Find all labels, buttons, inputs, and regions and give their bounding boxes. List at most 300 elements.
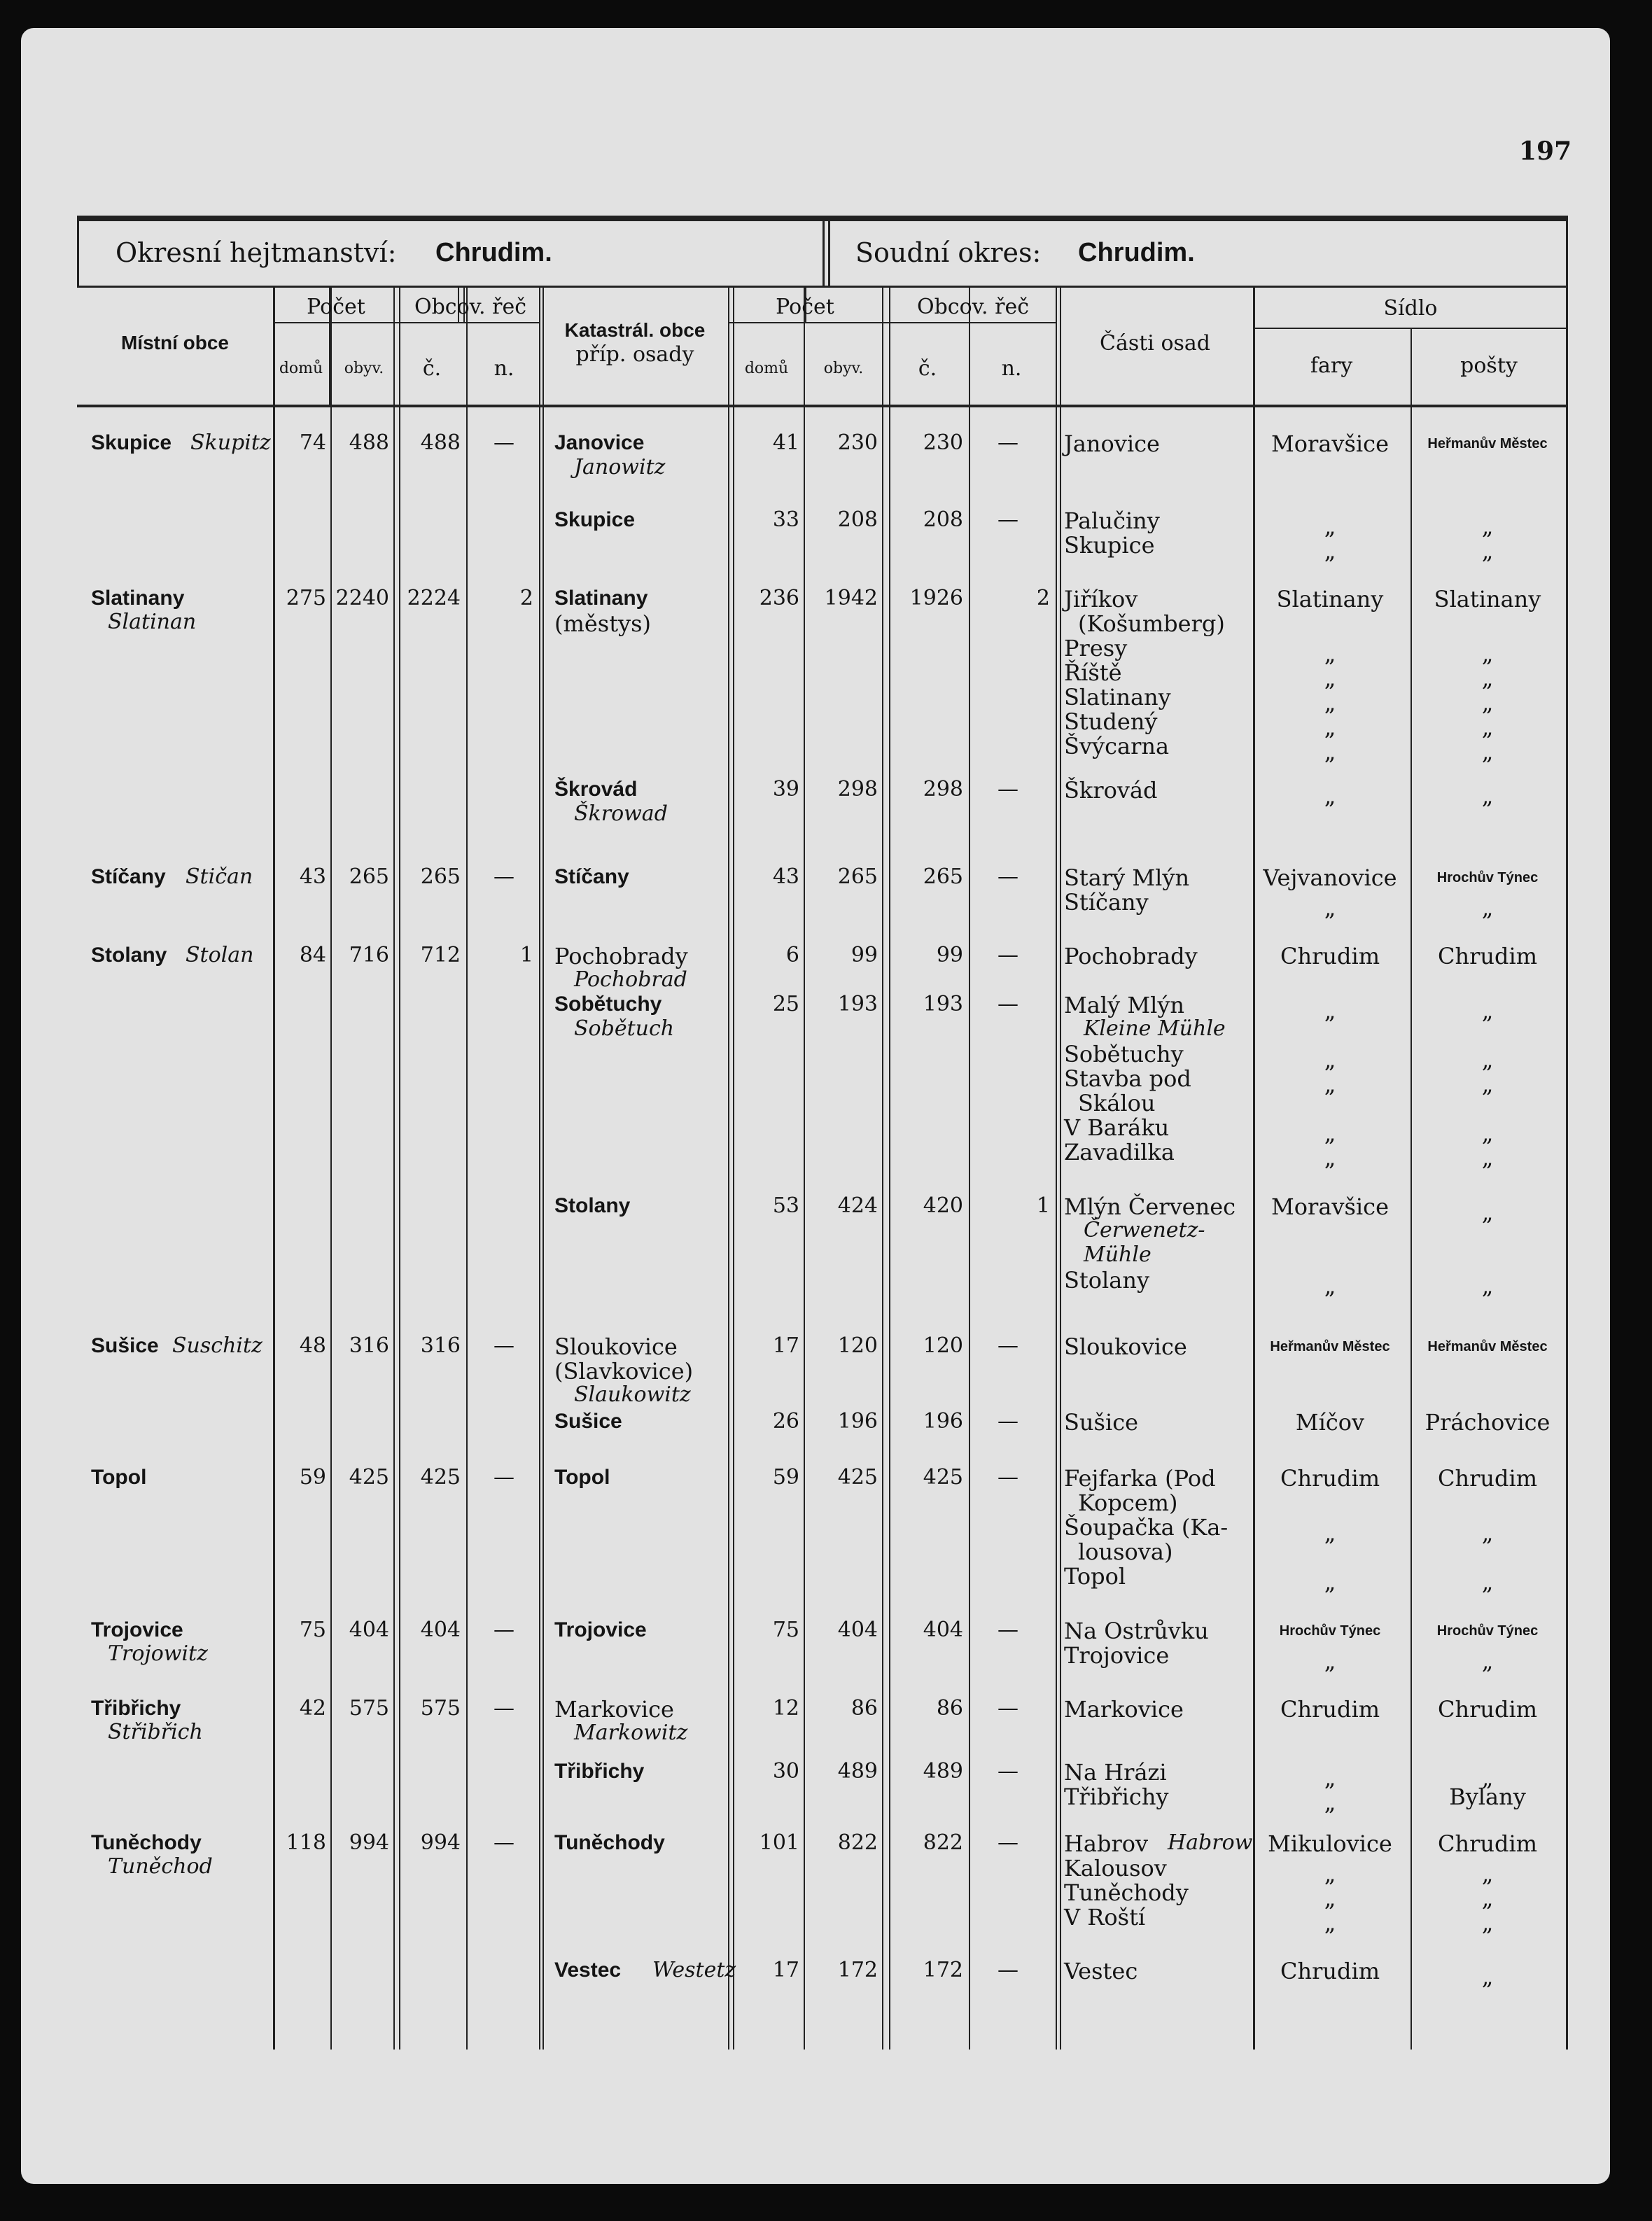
posta-seat: „ xyxy=(1481,1046,1494,1073)
obyv-count-2: 172 xyxy=(837,1958,878,1982)
cast-osady: Slatinany xyxy=(1064,684,1171,710)
cast-osady: Skupice xyxy=(1064,532,1155,559)
fara-seat: „ xyxy=(1324,1273,1336,1299)
column-rule xyxy=(539,286,540,2050)
cast-osady: Stíčany xyxy=(1064,889,1149,916)
posta-seat: Chrudim xyxy=(1437,1696,1538,1723)
column-rule xyxy=(882,286,883,2050)
column-rule xyxy=(804,286,805,2050)
posta-seat: „ xyxy=(1481,1144,1494,1171)
title-divider xyxy=(822,216,825,286)
cast-osady: Vestec xyxy=(1064,1958,1138,1984)
column-rule xyxy=(273,286,275,2050)
czech-speakers-2: 99 xyxy=(936,943,963,967)
german-speakers-2: — xyxy=(997,1333,1018,1358)
obyv-count-2: 424 xyxy=(837,1193,878,1218)
cast-osady: Markovice xyxy=(1064,1696,1184,1723)
katastral-obec-name: Sobětuchy xyxy=(554,993,662,1016)
domu-count-2: 236 xyxy=(759,586,799,610)
fara-seat: „ xyxy=(1324,895,1336,921)
col-c-2: č. xyxy=(918,356,937,381)
col-domu-2: domů xyxy=(744,360,789,377)
cast-osady: lousova) xyxy=(1078,1539,1173,1565)
column-rule xyxy=(466,286,468,2050)
obyv-count-2: 404 xyxy=(837,1618,878,1642)
fara-seat: Chrudim xyxy=(1280,1696,1380,1723)
mistni-obec-german: Skupitz xyxy=(190,430,271,455)
cast-osady: Sloukovice xyxy=(1064,1333,1187,1360)
cast-osady: Pochobrady xyxy=(1064,943,1198,969)
german-speakers: 1 xyxy=(519,943,533,967)
fara-seat: „ xyxy=(1324,1648,1336,1674)
fara-seat: Mikulovice xyxy=(1268,1830,1392,1857)
mistni-obec-german: Stolan xyxy=(186,943,254,967)
fara-seat: „ xyxy=(1324,1910,1336,1936)
czech-speakers-2: 86 xyxy=(936,1696,963,1721)
obyv-count-2: 193 xyxy=(837,992,878,1016)
czech-speakers-2: 489 xyxy=(923,1759,963,1784)
posta-seat: „ xyxy=(1481,1765,1494,1791)
german-speakers: — xyxy=(493,1696,514,1721)
posta-seat: „ xyxy=(1481,1273,1494,1299)
mistni-obec-name: Slatinany xyxy=(91,587,185,610)
domu-count: 75 xyxy=(299,1618,326,1642)
german-speakers: — xyxy=(493,1830,514,1855)
header-bottom-rule xyxy=(77,405,1568,407)
col-mistni-obce: Místní obce xyxy=(120,332,229,353)
posta-seat: „ xyxy=(1481,783,1494,809)
domu-count-2: 6 xyxy=(785,943,799,967)
posta-seat: Slatinany xyxy=(1434,586,1541,612)
domu-count-2: 41 xyxy=(772,430,799,455)
domu-count-2: 17 xyxy=(772,1333,799,1358)
cast-osady: Říště xyxy=(1064,659,1122,686)
posta-seat: „ xyxy=(1481,640,1494,667)
katastral-obec-german: Janowitz xyxy=(574,455,666,479)
katastral-obec-name: Sušice xyxy=(554,1410,622,1433)
column-rule xyxy=(969,286,970,2050)
cast-osady: Švýcarna xyxy=(1064,733,1170,759)
fara-seat: „ xyxy=(1324,783,1336,809)
col-posty: pošty xyxy=(1460,353,1518,378)
domu-count-2: 17 xyxy=(772,1958,799,1982)
czech-speakers: 2224 xyxy=(407,586,461,610)
cast-osady: Fejfarka (Pod xyxy=(1064,1465,1216,1492)
cast-osady: Sušice xyxy=(1064,1409,1139,1436)
katastral-obec-name: Stíčany xyxy=(554,865,629,888)
col-pocet-2: Počet xyxy=(776,295,834,319)
cast-osady: V Roští xyxy=(1064,1904,1146,1931)
cast-osady: Škrovád xyxy=(1064,777,1158,804)
col-fary: fary xyxy=(1310,353,1353,378)
cast-osady: Topol xyxy=(1064,1563,1126,1590)
cast-osady: Tuněchody xyxy=(1064,1879,1189,1906)
posta-seat: „ xyxy=(1481,895,1494,921)
domu-count-2: 101 xyxy=(759,1830,799,1855)
cast-osady: Stolany xyxy=(1064,1267,1150,1294)
posta-seat: Hrochův Týnec xyxy=(1436,870,1539,885)
title-left-rule xyxy=(77,216,79,286)
soud-value: Chrudim. xyxy=(1078,238,1195,267)
posta-seat: Heřmanův Městec xyxy=(1427,436,1548,451)
cast-osady: Zavadilka xyxy=(1064,1139,1175,1165)
column-rule xyxy=(399,286,400,2050)
cast-osady: Palučiny xyxy=(1064,507,1160,534)
fara-seat: „ xyxy=(1324,1120,1336,1147)
katastral-obec-name: Pochobrady xyxy=(554,943,688,969)
obyv-count: 316 xyxy=(349,1333,389,1358)
fara-seat: Chrudim xyxy=(1280,943,1380,969)
czech-speakers: 316 xyxy=(420,1333,461,1358)
obyv-count: 488 xyxy=(349,430,389,455)
czech-speakers: 265 xyxy=(420,864,461,889)
cast-osady: Třibřichy xyxy=(1064,1784,1169,1810)
fara-seat: „ xyxy=(1324,997,1336,1024)
obyv-count: 265 xyxy=(349,864,389,889)
domu-count: 84 xyxy=(299,943,326,967)
obyv-count-2: 822 xyxy=(837,1830,878,1855)
column-rule xyxy=(1056,286,1057,2050)
col-pocet-1: Počet xyxy=(307,295,365,319)
czech-speakers-2: 404 xyxy=(923,1618,963,1642)
german-speakers-2: — xyxy=(997,1409,1018,1434)
fara-seat: „ xyxy=(1324,1046,1336,1073)
mistni-obec-german: Stičan xyxy=(186,864,253,889)
german-speakers: — xyxy=(493,864,514,889)
posta-seat: „ xyxy=(1481,513,1494,540)
posta-seat: „ xyxy=(1481,538,1494,564)
obyv-count: 994 xyxy=(349,1830,389,1855)
katastral-obec-note: (Slavkovice) xyxy=(554,1358,694,1385)
col-n-2: n. xyxy=(1001,356,1022,381)
katastral-obec-name: Sloukovice xyxy=(554,1333,678,1360)
domu-count: 43 xyxy=(299,864,326,889)
czech-speakers-2: 193 xyxy=(923,992,963,1016)
subheader-rule xyxy=(728,322,1056,323)
obyv-count-2: 86 xyxy=(850,1696,878,1721)
posta-seat: „ xyxy=(1481,714,1494,741)
posta-seat: „ xyxy=(1481,1648,1494,1674)
fara-seat: Chrudim xyxy=(1280,1465,1380,1492)
obyv-count-2: 208 xyxy=(837,507,878,532)
col-obyv-2: obyv. xyxy=(823,360,864,377)
german-speakers-2: 2 xyxy=(1036,586,1050,610)
cast-osady: Šoupačka (Ka- xyxy=(1064,1514,1228,1541)
title-bottom-rule xyxy=(77,286,1568,288)
posta-seat: Chrudim xyxy=(1437,1830,1538,1857)
fara-seat: Slatinany xyxy=(1276,586,1384,612)
posta-seat: Heřmanův Městec xyxy=(1427,1339,1548,1354)
domu-count: 74 xyxy=(299,430,326,455)
posta-seat: „ xyxy=(1481,1120,1494,1147)
domu-count-2: 33 xyxy=(772,507,799,532)
fara-seat: „ xyxy=(1324,738,1336,765)
column-rule xyxy=(733,286,734,2050)
katastral-obec-german: Slaukowitz xyxy=(574,1382,691,1407)
fara-seat: Hrochův Týnec xyxy=(1279,1623,1381,1639)
obyv-count: 404 xyxy=(349,1618,389,1642)
katastral-obec-note: (městys) xyxy=(554,610,652,637)
posta-seat: Hrochův Týnec xyxy=(1436,1623,1539,1639)
col-domu-1: domů xyxy=(279,360,323,377)
domu-count-2: 53 xyxy=(772,1193,799,1218)
katastral-obec-german: Markowitz xyxy=(574,1721,688,1745)
scanned-page xyxy=(21,28,1610,2184)
katastral-obec-name: Skupice xyxy=(554,508,636,531)
obyv-count-2: 489 xyxy=(837,1759,878,1784)
obyv-count-2: 99 xyxy=(850,943,878,967)
obyv-count-2: 1942 xyxy=(824,586,878,610)
german-speakers-2: — xyxy=(997,864,1018,889)
posta-seat: „ xyxy=(1481,1199,1494,1226)
mistni-obec-german: Slatinan xyxy=(108,610,197,634)
german-speakers: 2 xyxy=(519,586,533,610)
fara-seat: „ xyxy=(1324,513,1336,540)
column-rule xyxy=(330,286,332,2050)
obyv-count: 716 xyxy=(349,943,389,967)
katastral-obec-name: Slatinany xyxy=(554,587,648,610)
mistni-obec-name: Topol xyxy=(91,1466,147,1489)
fara-seat: „ xyxy=(1324,1520,1336,1546)
german-speakers-2: — xyxy=(997,1696,1018,1721)
cast-osady: Sobětuchy xyxy=(1064,1041,1184,1067)
czech-speakers: 712 xyxy=(420,943,461,967)
column-rule xyxy=(542,286,544,2050)
katastral-obec-german: Westetz xyxy=(652,1958,736,1982)
katastral-obec-german: Škrowad xyxy=(574,801,668,826)
obyv-count-2: 298 xyxy=(837,777,878,801)
german-speakers-2: — xyxy=(997,992,1018,1016)
fara-seat: „ xyxy=(1324,1789,1336,1816)
posta-seat: „ xyxy=(1481,665,1494,692)
fara-seat: „ xyxy=(1324,538,1336,564)
czech-speakers-2: 822 xyxy=(923,1830,963,1855)
col-c-1: č. xyxy=(422,356,442,381)
cast-osady: Kopcem) xyxy=(1078,1490,1178,1516)
domu-count-2: 39 xyxy=(772,777,799,801)
german-speakers-2: — xyxy=(997,1759,1018,1784)
fara-seat: „ xyxy=(1324,1569,1336,1595)
german-speakers-2: — xyxy=(997,1958,1018,1982)
subheader-rule xyxy=(273,322,539,323)
posta-seat: „ xyxy=(1481,1963,1494,1990)
col-sidlo: Sídlo xyxy=(1383,296,1438,321)
mistni-obec-name: Tuněchody xyxy=(91,1831,202,1854)
katastral-obec-name: Škrovád xyxy=(554,778,638,801)
fara-seat: „ xyxy=(1324,1071,1336,1098)
fara-seat: „ xyxy=(1324,714,1336,741)
col-obcov-1: Obcov. řeč xyxy=(414,295,527,319)
czech-speakers-2: 298 xyxy=(923,777,963,801)
fara-seat: „ xyxy=(1324,665,1336,692)
okres-value: Chrudim. xyxy=(435,238,552,267)
domu-count-2: 43 xyxy=(772,864,799,889)
obyv-count: 575 xyxy=(349,1696,389,1721)
col-n-1: n. xyxy=(493,356,514,381)
czech-speakers-2: 208 xyxy=(923,507,963,532)
posta-seat: „ xyxy=(1481,1885,1494,1912)
cast-osady-german: Habrow xyxy=(1168,1830,1253,1855)
katastral-obec-name: Janovice xyxy=(554,431,645,454)
czech-speakers-2: 172 xyxy=(923,1958,963,1982)
fara-seat: Vejvanovice xyxy=(1263,864,1397,891)
domu-count: 275 xyxy=(286,586,326,610)
german-speakers: — xyxy=(493,1333,514,1358)
mistni-obec-german: Trojowitz xyxy=(108,1641,208,1666)
page-number: 197 xyxy=(1519,136,1572,166)
cast-osady: Jiříkov xyxy=(1064,586,1138,612)
mistni-obec-german: Střibřich xyxy=(108,1720,203,1744)
fara-seat: „ xyxy=(1324,640,1336,667)
col-casti-osad: Části osad xyxy=(1100,331,1210,356)
domu-count-2: 26 xyxy=(772,1409,799,1434)
czech-speakers: 425 xyxy=(420,1465,461,1490)
katastral-obec-name: Trojovice xyxy=(554,1618,647,1641)
domu-count: 59 xyxy=(299,1465,326,1490)
mistni-obec-german: Suschitz xyxy=(172,1333,262,1358)
posta-seat: Bylany xyxy=(1449,1784,1526,1810)
posta-seat: Chrudim xyxy=(1437,1465,1538,1492)
domu-count-2: 75 xyxy=(772,1618,799,1642)
cast-osady: Trojovice xyxy=(1064,1642,1170,1669)
posta-seat: „ xyxy=(1481,1520,1494,1546)
mistni-obec-name: Trojovice xyxy=(91,1618,183,1641)
obyv-count-2: 120 xyxy=(837,1333,878,1358)
obyv-count-2: 265 xyxy=(837,864,878,889)
czech-speakers-2: 230 xyxy=(923,430,963,455)
cast-osady: Malý Mlýn xyxy=(1064,992,1185,1018)
cast-osady: Mlýn Červenec xyxy=(1064,1193,1236,1220)
domu-count-2: 30 xyxy=(772,1759,799,1784)
cast-osady: Starý Mlýn xyxy=(1064,864,1190,891)
german-speakers-2: — xyxy=(997,507,1018,532)
cast-osady: (Košumberg) xyxy=(1078,610,1225,637)
fara-seat: „ xyxy=(1324,1861,1336,1887)
cast-osady: Kalousov xyxy=(1064,1855,1167,1882)
german-speakers: — xyxy=(493,430,514,455)
german-speakers-2: — xyxy=(997,1830,1018,1855)
cast-osady: Janovice xyxy=(1064,430,1160,457)
domu-count-2: 12 xyxy=(772,1696,799,1721)
domu-count-2: 25 xyxy=(772,992,799,1016)
obyv-count: 2240 xyxy=(335,586,389,610)
katastral-obec-german: Sobětuch xyxy=(574,1016,675,1041)
cast-osady: Čerwenetz- xyxy=(1084,1218,1205,1242)
col-obcov-2: Obcov. řeč xyxy=(916,295,1030,319)
cast-osady: Presy xyxy=(1064,635,1128,661)
col-obyv-1: obyv. xyxy=(344,360,384,377)
column-rule xyxy=(889,286,890,2050)
katastral-obec-name: Markovice xyxy=(554,1696,674,1723)
german-speakers-2: — xyxy=(997,943,1018,967)
domu-count-2: 59 xyxy=(772,1465,799,1490)
czech-speakers-2: 425 xyxy=(923,1465,963,1490)
czech-speakers-2: 120 xyxy=(923,1333,963,1358)
posta-seat: „ xyxy=(1481,738,1494,765)
czech-speakers-2: 196 xyxy=(923,1409,963,1434)
fara-seat: Moravšice xyxy=(1271,430,1389,457)
cast-osady: Na Hrázi xyxy=(1064,1759,1167,1786)
okres-label: Okresní hejtmanství: xyxy=(115,237,397,268)
katastral-obec-name: Třibřichy xyxy=(554,1760,645,1783)
czech-speakers: 404 xyxy=(420,1618,461,1642)
katastral-obec-name: Tuněchody xyxy=(554,1831,665,1854)
czech-speakers: 575 xyxy=(420,1696,461,1721)
domu-count: 48 xyxy=(299,1333,326,1358)
fara-seat: „ xyxy=(1324,1144,1336,1171)
posta-seat: „ xyxy=(1481,689,1494,716)
column-rule xyxy=(728,286,729,2050)
column-rule xyxy=(393,286,395,2050)
german-speakers: — xyxy=(493,1618,514,1642)
posta-seat: „ xyxy=(1481,1071,1494,1098)
col-katastr-2: příp. osady xyxy=(575,342,694,367)
czech-speakers-2: 1926 xyxy=(909,586,963,610)
german-speakers-2: — xyxy=(997,430,1018,455)
czech-speakers: 994 xyxy=(420,1830,461,1855)
cast-osady: Studený xyxy=(1064,708,1158,735)
municipality-table xyxy=(77,216,1568,2050)
fara-seat: Míčov xyxy=(1295,1409,1365,1436)
posta-seat: Chrudim xyxy=(1437,943,1538,969)
mistni-obec-name: Skupice xyxy=(91,431,172,454)
czech-speakers-2: 265 xyxy=(923,864,963,889)
katastral-obec-name: Vestec xyxy=(554,1959,622,1982)
soud-label: Soudní okres: xyxy=(855,237,1042,268)
fara-seat: Chrudim xyxy=(1280,1958,1380,1984)
obyv-count: 425 xyxy=(349,1465,389,1490)
posta-seat: „ xyxy=(1481,1910,1494,1936)
fara-seat: Moravšice xyxy=(1271,1193,1389,1220)
fara-seat: „ xyxy=(1324,1765,1336,1791)
cast-osady: Kleine Mühle xyxy=(1084,1016,1226,1041)
katastral-obec-name: Stolany xyxy=(554,1194,631,1217)
obyv-count-2: 196 xyxy=(837,1409,878,1434)
mistni-obec-name: Stolany xyxy=(91,944,167,967)
cast-osady: Habrov xyxy=(1064,1830,1149,1857)
katastral-obec-german: Pochobrad xyxy=(574,967,687,992)
domu-count: 42 xyxy=(299,1696,326,1721)
col-katastr: Katastrál. obce xyxy=(564,319,706,341)
posta-seat: „ xyxy=(1481,1569,1494,1595)
cast-osady: Mühle xyxy=(1084,1242,1152,1267)
fara-seat: „ xyxy=(1324,1885,1336,1912)
czech-speakers: 488 xyxy=(420,430,461,455)
posta-seat: „ xyxy=(1481,1861,1494,1887)
german-speakers: — xyxy=(493,1465,514,1490)
czech-speakers-2: 420 xyxy=(923,1193,963,1218)
column-rule xyxy=(1060,286,1061,2050)
mistni-obec-name: Třibřichy xyxy=(91,1697,181,1720)
title-divider xyxy=(828,216,830,286)
katastral-obec-name: Topol xyxy=(554,1466,610,1489)
fara-seat: „ xyxy=(1324,689,1336,716)
fara-seat: Heřmanův Městec xyxy=(1270,1339,1390,1354)
german-speakers-2: — xyxy=(997,777,1018,801)
obyv-count-2: 425 xyxy=(837,1465,878,1490)
mistni-obec-name: Sušice xyxy=(91,1334,159,1357)
mistni-obec-name: Stíčany xyxy=(91,865,166,888)
cast-osady: Skálou xyxy=(1078,1090,1156,1116)
german-speakers-2: 1 xyxy=(1036,1193,1050,1218)
posta-seat: „ xyxy=(1481,997,1494,1024)
german-speakers-2: — xyxy=(997,1618,1018,1642)
cast-osady: Na Ostrůvku xyxy=(1064,1618,1209,1644)
domu-count: 118 xyxy=(286,1830,326,1855)
mistni-obec-german: Tuněchod xyxy=(108,1854,213,1879)
cast-osady: Stavba pod xyxy=(1064,1065,1191,1092)
obyv-count-2: 230 xyxy=(837,430,878,455)
